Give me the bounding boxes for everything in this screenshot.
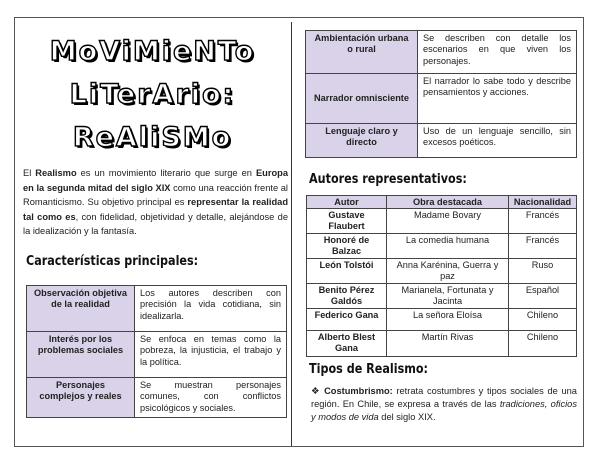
obra-cell: Martín Rivas <box>387 331 509 357</box>
feature-label: Lenguaje claro y directo <box>306 124 418 158</box>
nacionalidad-cell: Español <box>509 284 577 309</box>
autor-cell: Honoré de Balzac <box>307 234 387 259</box>
intro-bold: Realismo <box>35 168 77 178</box>
intro-text: , con fidelidad, objetividad y detalle, alejándose de la idealización y la fantasía. <box>23 211 289 237</box>
table-row <box>306 31 577 74</box>
intro-text: es un movimiento literario que surge en <box>76 168 256 178</box>
table-row <box>306 124 577 158</box>
feature-description: Se describen con detalle los escenarios en que viven los personajes. <box>418 31 577 74</box>
table-row <box>306 74 577 124</box>
feature-label: Observación objetiva de la realidad <box>27 286 135 332</box>
nacionalidad-cell: Francés <box>509 209 577 234</box>
obra-cell: Marianela, Fortunata y Jacinta <box>387 284 509 309</box>
autores-table <box>306 195 577 357</box>
nacionalidad-cell: Francés <box>509 234 577 259</box>
obra-cell: La señora Eloísa <box>387 309 509 331</box>
intro-bold: representar la realidad tal como es <box>23 197 288 222</box>
feature-description: Se enfoca en temas como la pobreza, la injusticia, el trabajo y la política. <box>135 332 287 378</box>
autor-cell: Alberto Blest Gana <box>307 331 387 357</box>
title-line-1: MoViMieNTo <box>49 36 256 67</box>
title-line-2: LiTerArio: <box>69 79 236 110</box>
tipos-heading: Tipos de Realismo: <box>309 362 429 377</box>
obra-cell: Madame Bovary <box>387 209 509 234</box>
autores-heading: Autores representativos: <box>309 172 467 187</box>
autor-cell: Federico Gana <box>307 309 387 331</box>
feature-label: Narrador omnisciente <box>306 74 418 124</box>
nacionalidad-cell: Chileno <box>509 331 577 357</box>
caracteristicas-table <box>26 285 287 418</box>
tipos-text: del siglo XIX. <box>378 412 436 422</box>
info-table <box>305 30 577 158</box>
page-title <box>20 30 285 159</box>
intro-bold: Europa en la segunda mitad del siglo XIX <box>23 168 288 193</box>
table-row <box>307 284 577 309</box>
tipos-italic: tradiciones, oficios y modos de vida <box>311 399 577 422</box>
column-divider <box>291 22 292 446</box>
table-row <box>27 286 287 332</box>
table-row <box>307 331 577 357</box>
column-header: Autor <box>307 196 387 209</box>
table-row <box>307 309 577 331</box>
feature-label: Ambientación urbana o rural <box>306 31 418 74</box>
nacionalidad-cell: Chileno <box>509 309 577 331</box>
intro-paragraph <box>23 166 288 239</box>
table-row <box>27 332 287 378</box>
tipos-paragraph <box>311 385 577 424</box>
feature-description: Se muestran personajes comunes, con conflictos psicológicos y sociales. <box>135 378 287 418</box>
obra-cell: Anna Karénina, Guerra y paz <box>387 259 509 284</box>
autor-cell: Gustave Flaubert <box>307 209 387 234</box>
feature-label: Personajes complejos y reales <box>27 378 135 418</box>
column-header: Obra destacada <box>387 196 509 209</box>
table-row <box>307 209 577 234</box>
tipos-text: retrata costumbres y tipos sociales de una región. En Chile, se expresa a través de las <box>311 386 577 409</box>
autor-cell: Benito Pérez Galdós <box>307 284 387 309</box>
feature-description: Uso de un lenguaje sencillo, sin excesos poéticos. <box>418 124 577 158</box>
autor-cell: León Tolstói <box>307 259 387 284</box>
caracteristicas-heading: Características principales: <box>26 254 199 269</box>
feature-label: Interés por los problemas sociales <box>27 332 135 378</box>
feature-description: Los autores describen con precisión la vida cotidiana, sin idealizarla. <box>135 286 287 332</box>
obra-cell: La comedia humana <box>387 234 509 259</box>
table-row <box>307 234 577 259</box>
column-header: Nacionalidad <box>509 196 577 209</box>
table-row <box>27 378 287 418</box>
title-line-3: ReAliSMo <box>72 122 233 153</box>
intro-text: como una reacción frente al Romanticismo. Su objetivo principal es <box>23 182 289 208</box>
table-row <box>307 259 577 284</box>
intro-text: El <box>23 168 36 178</box>
nacionalidad-cell: Ruso <box>509 259 577 284</box>
diamond-bullet-icon: ❖ <box>311 386 321 396</box>
tipos-label: Costumbrismo: <box>324 386 393 396</box>
table-header-row <box>307 196 577 209</box>
feature-description: El narrador lo sabe todo y describe pensamientos y acciones. <box>418 74 577 124</box>
